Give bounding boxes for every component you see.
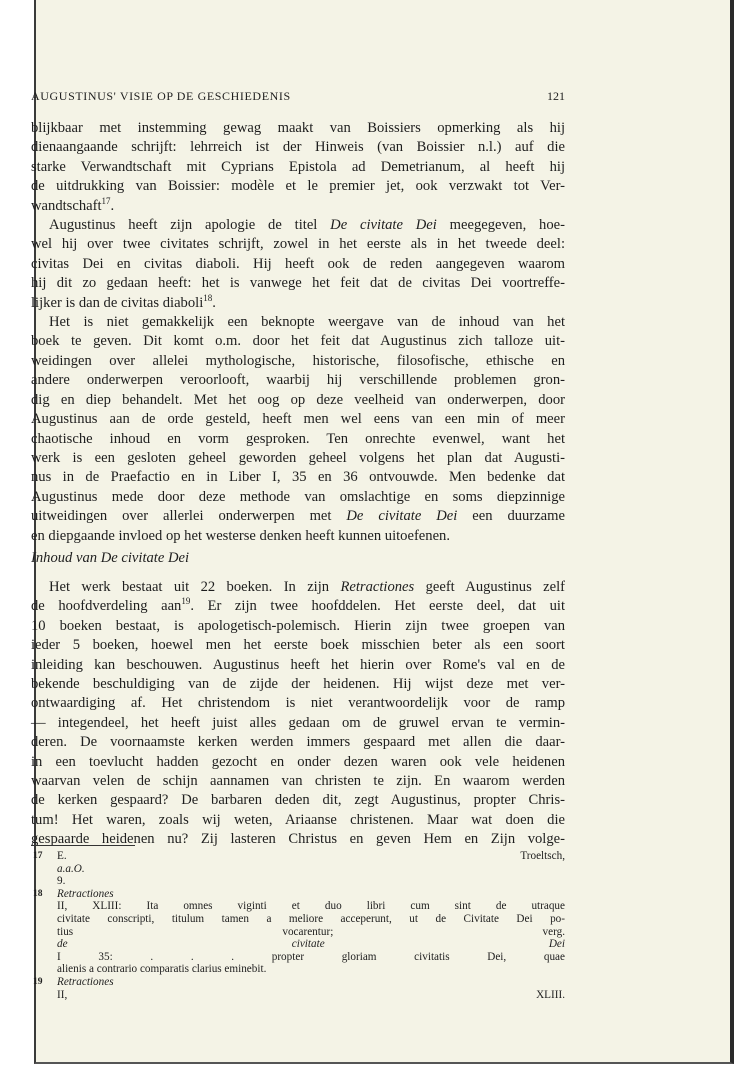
text-line: ieder 5 boeken, hoewel men het eerste boek misschien beter als een soort bbox=[31, 637, 565, 654]
footnote-18 bbox=[31, 888, 565, 976]
paragraph bbox=[31, 578, 565, 850]
page-number: 121 bbox=[547, 89, 565, 103]
footnote-line bbox=[57, 888, 565, 913]
footnote-number: 18 bbox=[33, 888, 43, 899]
text-line: andere onderwerpen veroorlooft, waarbij hij verschillende problemen gron- bbox=[31, 372, 565, 389]
text-run: uitweidingen over allerlei onderwerpen met bbox=[31, 508, 347, 525]
italic-run: Retractiones bbox=[57, 975, 114, 988]
text-line: Augustinus aan de orde gesteld, heeft men wel eens van een min of meer bbox=[31, 411, 565, 428]
text-line: bekende beschuldiging van de zijde der heidenen. Hij wijst deze met ver- bbox=[31, 676, 565, 693]
footnotes bbox=[31, 850, 565, 1001]
paragraph bbox=[31, 216, 565, 313]
text-run: E. Troeltsch, bbox=[57, 850, 565, 862]
text-line: lijker is dan de civitas diaboli$^{18}$. bbox=[31, 292, 216, 311]
text-run: Augustinus heeft zijn apologie de titel bbox=[49, 217, 331, 234]
text-line: starke Verwandtschaft mit Cyprians Epistola ad Demetrianum, al heeft hij bbox=[31, 158, 565, 175]
text-run: de hoofdverdeling aan bbox=[31, 598, 182, 615]
text-line: boek te geven. Dit komt o.m. door het feit dat Augustinus zich talloze uit- bbox=[31, 333, 565, 350]
text-line: blijkbaar met instemming gewag maakt van Boissiers opmerking als hij bbox=[31, 120, 565, 136]
text-run: meegegeven, hoe- bbox=[436, 217, 565, 234]
paragraph bbox=[31, 119, 565, 216]
text-line: hij dit zo gedaan heeft: het is vanwege het feit dat de civitas Dei voortreffe- bbox=[31, 275, 565, 292]
text-run: lijker is dan de civitas diaboli bbox=[31, 294, 204, 311]
text-line: gespaarde heidenen nu? Zij lasteren Christus en geven Hem en Zijn volge- bbox=[31, 831, 565, 848]
italic-run: de civitate Dei bbox=[57, 938, 565, 951]
text-line: 10 boeken bestaat, is apologetisch-polemisch. Hierin zijn twee groepen van bbox=[31, 617, 565, 634]
footnote-number: 19 bbox=[33, 976, 43, 987]
text-line: dig en diep behandelt. Met het oog op deze veelheid van onderwerpen, door bbox=[31, 391, 565, 408]
footnote-line bbox=[57, 926, 565, 964]
footnote-19 bbox=[31, 976, 565, 1001]
running-title: AUGUSTINUS' VISIE OP DE GESCHIEDENIS bbox=[31, 89, 291, 103]
text-run: tius vocarentur; verg. bbox=[57, 925, 565, 938]
italic-title: De civitate Dei bbox=[346, 508, 458, 525]
text-line: dienaangaande schrijft: lehrreich ist der Hinweis (van Boissier n.l.) auf die bbox=[31, 139, 565, 156]
text-run: II, XLIII: Ita omnes viginti et duo libri cum sint de utraque bbox=[57, 900, 565, 913]
footnote-line: alienis a contrario comparatis clarius eminebit. bbox=[57, 963, 267, 976]
text-line bbox=[31, 216, 565, 235]
italic-title: Retractiones bbox=[340, 579, 415, 595]
text-line bbox=[31, 578, 565, 597]
footnote-ref[interactable]: 19 bbox=[181, 596, 191, 607]
text-line bbox=[31, 507, 565, 526]
text-line: nus in de Praefactio en in Liber I, 35 en 36 ontvouwde. Men bedenke dat bbox=[31, 469, 565, 486]
text-line: Augustinus mede door deze methode van omslachtige en soms diepzinnige bbox=[31, 488, 565, 505]
body-text-bottom bbox=[31, 578, 565, 850]
text-line: weidingen over allelei mythologische, historische, filosofische, ethische en bbox=[31, 352, 565, 369]
footnote-line: civitate conscripti, titulum tamen a meliore acceperunt, ut de Civitate Dei po- bbox=[57, 912, 565, 925]
text-line: werk is een gesloten geheel geworden geheel volgens het plan dat Augusti- bbox=[31, 449, 565, 466]
text-run: wandtschaft bbox=[31, 197, 102, 214]
text-run: geeft Augustinus zelf bbox=[414, 579, 566, 595]
footnote-ref[interactable]: 18 bbox=[203, 292, 213, 303]
text-line: in een toevlucht hadden gezocht en onder dezen waren ook vele heidenen bbox=[31, 753, 565, 770]
text-line bbox=[31, 597, 565, 616]
paragraph bbox=[31, 313, 565, 546]
text-run: . Er zijn twee hoofddelen. Het eerste deel, dat uit bbox=[190, 598, 565, 615]
text-line: de kerken gespaard? De barbaren deden dit, zegt Augustinus, propter Chris- bbox=[31, 792, 565, 809]
footnote-17 bbox=[31, 850, 565, 888]
footnote-line bbox=[57, 850, 565, 888]
text-line: tum! Het waren, zoals wij weten, Ariaanse christenen. Maar wat doen die bbox=[31, 811, 565, 828]
text-line: Het is niet gemakkelijk een beknopte weergave van de inhoud van het bbox=[49, 314, 565, 331]
text-run: een duurzame bbox=[457, 508, 565, 525]
text-line: deren. De voornaamste kerken werden immers gespaard met allen die daar- bbox=[31, 734, 565, 751]
footnote-number: 17 bbox=[33, 851, 43, 861]
footnote-text bbox=[57, 888, 565, 976]
text-line: civitas Dei en civitas diaboli. Hij heeft ook de reden aangegeven waarom bbox=[31, 255, 565, 272]
text-run: II, XLIII. bbox=[57, 988, 565, 1001]
footnote-divider bbox=[31, 845, 135, 846]
body-text-top bbox=[31, 119, 565, 546]
text-run: 9. bbox=[57, 875, 66, 888]
text-line: — integendeel, het heeft juist alles gedaan om de gruwel ervan te vermin- bbox=[31, 714, 565, 731]
italic-run: a.a.O. bbox=[57, 862, 85, 875]
text-line: ontwaardiging af. Het christendom is niet verantwoordelijk voor de ramp bbox=[31, 695, 565, 712]
section-heading: Inhoud van De civitate Dei bbox=[31, 550, 190, 566]
footnote-text bbox=[57, 976, 565, 1001]
italic-title: De civitate Dei bbox=[330, 217, 437, 234]
text-line: waarvan velen de schijn aannamen van christen te zijn. En waarom werden bbox=[31, 773, 565, 790]
text-run: I 35: . . . propter gloriam civitatis Dei, quae bbox=[57, 950, 565, 963]
text-line: inleiding kan beschouwen. Augustinus heeft het hierin over Rome's val en de bbox=[31, 656, 565, 673]
footnote-ref[interactable]: 17 bbox=[101, 195, 111, 206]
footnote-line bbox=[57, 976, 565, 1001]
text-line: chaotische inhoud en vorm gesproken. Ten onrechte evenwel, want het bbox=[31, 430, 565, 447]
text-line: wandtschaft$^{17}$. bbox=[31, 195, 115, 214]
italic-run: Retractiones bbox=[57, 887, 114, 900]
text-run: Het werk bestaat uit 22 boeken. In zijn bbox=[49, 579, 341, 595]
text-line: wel hij over twee civitates schrijft, zowel in het eerste als in het tweede deel: bbox=[31, 236, 565, 253]
text-line: en diepgaande invloed op het westerse denken heeft kunnen uitoefenen. bbox=[31, 527, 451, 544]
text-line: de uitdrukking van Boissier: modèle et le premier jet, ook verzwakt tot Ver- bbox=[31, 178, 565, 195]
footnote-text bbox=[57, 850, 565, 888]
